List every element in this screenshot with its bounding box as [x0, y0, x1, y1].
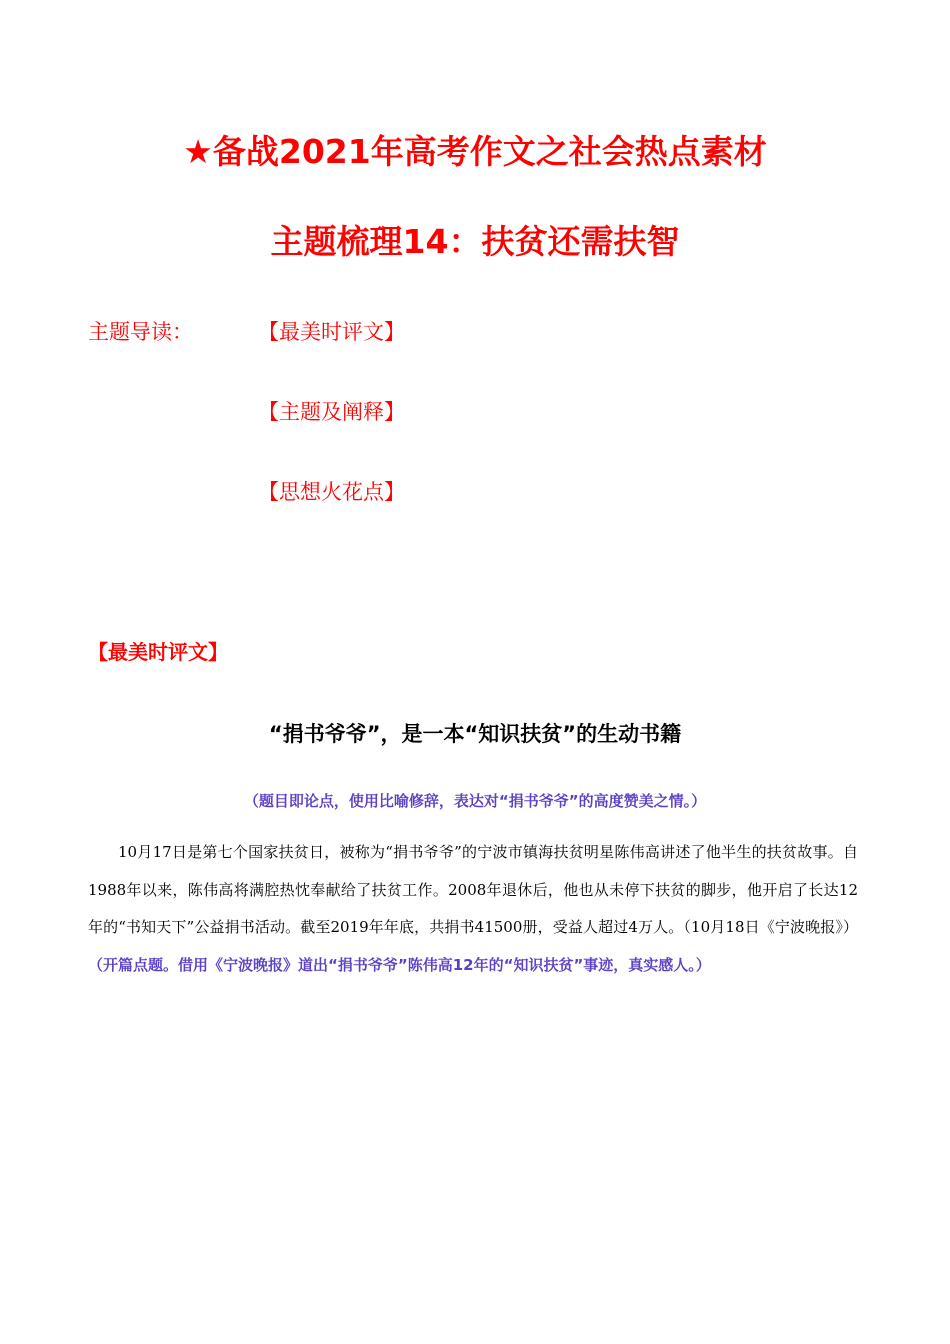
document-subtitle: 主题梳理14：扶贫还需扶智: [270, 222, 680, 261]
title-annotation: （题目即论点，使用比喻修辞，表达对“捐书爷爷”的高度赞美之情。）: [243, 792, 707, 810]
theme-guide-item-theme-explanation: 【主题及阐释】: [258, 400, 405, 424]
section-heading: 【最美时评文】: [88, 640, 228, 664]
theme-guide-item-commentary: 【最美时评文】: [258, 320, 405, 344]
article-title: “捐书爷爷”，是一本“知识扶贫”的生动书籍: [268, 722, 682, 746]
theme-guide-item-ideas: 【思想火花点】: [258, 480, 405, 504]
document-title: ★备战2021年高考作文之社会热点素材: [183, 132, 767, 171]
article-paragraph: [88, 834, 858, 984]
theme-guide-label: 主题导读：: [88, 320, 193, 344]
paragraph-text: 10月17日是第七个国家扶贫日，被称为“捐书爷爷”的宁波市镇海扶贫明星陈伟高讲述了他半生的扶贫故事。自1988年以来，陈伟高将满腔热忱奉献给了扶贫工作。2008年退休后，他也从未停下扶贫的脚步，他开启了长达12年的“书知天下”公益捐书活动。截至2019年年底，共捐书41500册，受益人超过4万人。（10月18日《宁波晚报》）: [88, 843, 858, 936]
paragraph-annotation: （开篇点题。借用《宁波晚报》道出“捐书爷爷”陈伟高12年的“知识扶贫”事迹，真实感人。）: [88, 955, 711, 974]
